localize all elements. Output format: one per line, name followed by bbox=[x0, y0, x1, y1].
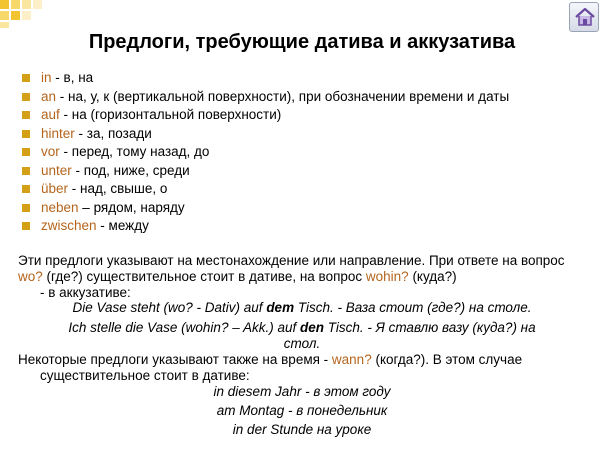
time-example-2: am Montag - в понедельник bbox=[216, 403, 388, 418]
preposition-translation: перед, тому назад, до bbox=[71, 144, 210, 159]
square-bullet-icon bbox=[22, 111, 30, 119]
list-item bbox=[22, 143, 509, 162]
list-item bbox=[22, 162, 509, 181]
separator: - bbox=[51, 70, 64, 85]
square-bullet-icon bbox=[22, 222, 30, 230]
preposition-translation: за, позади bbox=[86, 125, 152, 141]
square-bullet-icon bbox=[22, 74, 30, 82]
separator: – bbox=[78, 199, 94, 215]
square-bullet-icon bbox=[22, 204, 30, 212]
list-item bbox=[22, 106, 509, 125]
separator: - bbox=[68, 181, 81, 196]
time-example-3: in der Stunde на уроке bbox=[232, 422, 372, 437]
wann-question: wann? bbox=[331, 352, 372, 367]
preposition-translation: между bbox=[108, 218, 149, 233]
preposition-word: in bbox=[41, 70, 52, 85]
separator: - bbox=[59, 144, 72, 159]
wo-question: wo? bbox=[18, 269, 43, 284]
preposition-word: zwischen bbox=[41, 218, 97, 233]
preposition-translation: на, у, к (вертикальной поверхности), при обозначении времени и даты bbox=[68, 88, 510, 104]
wohin-question: wohin? bbox=[365, 269, 409, 284]
corner-squares-decoration bbox=[0, 0, 60, 28]
square-bullet-icon bbox=[22, 130, 30, 138]
list-item bbox=[22, 88, 509, 107]
separator: - bbox=[56, 88, 69, 104]
preposition-word: vor bbox=[41, 144, 60, 159]
preposition-translation: над, свыше, о bbox=[80, 181, 168, 196]
square-bullet-icon bbox=[22, 148, 30, 156]
preposition-translation: в, на bbox=[63, 70, 94, 85]
preposition-list bbox=[22, 69, 509, 236]
preposition-word: hinter bbox=[41, 125, 75, 141]
paragraph-time: Некоторые предлоги указывают также на время - wann? (когда?). В этом случае существительное стоит в дативе: bbox=[18, 352, 523, 383]
paragraph-location: Эти предлоги указывают на местонахождение или направление. При ответе на вопрос wo? (где?) существительное стоит в дативе, на вопрос wohin? (куда?) - в аккузативе: bbox=[18, 253, 565, 300]
preposition-word: unter bbox=[41, 162, 72, 178]
preposition-word: über bbox=[41, 181, 69, 196]
separator: - bbox=[96, 218, 109, 233]
separator: - bbox=[71, 162, 84, 178]
example-akkusativ: Ich stelle die Vase (wohin? – Akk.) auf den Tisch. - Я ставлю вазу (куда?) на стол. bbox=[68, 320, 536, 351]
page-title: Предлоги, требующие датива и аккузатива bbox=[88, 31, 516, 53]
preposition-word: neben bbox=[41, 199, 79, 215]
preposition-word: auf bbox=[41, 107, 60, 122]
preposition-translation: рядом, наряду bbox=[93, 199, 185, 215]
list-item bbox=[22, 199, 509, 218]
list-item bbox=[22, 125, 509, 144]
preposition-word: an bbox=[41, 88, 57, 104]
square-bullet-icon bbox=[22, 185, 30, 193]
example-dativ: Die Vase steht (wo? - Dativ) auf dem Tisch. - Ваза стоит (где?) на столе. bbox=[72, 300, 532, 315]
list-item bbox=[22, 180, 509, 199]
square-bullet-icon bbox=[22, 93, 30, 101]
home-button[interactable] bbox=[569, 2, 599, 32]
preposition-translation: под, ниже, среди bbox=[83, 162, 190, 178]
list-item bbox=[22, 69, 509, 88]
time-example-1: in diesem Jahr - в этом году bbox=[213, 384, 391, 399]
list-item bbox=[22, 217, 509, 236]
separator: - bbox=[74, 125, 87, 141]
home-icon bbox=[574, 6, 596, 28]
preposition-translation: на (горизонтальной поверхности) bbox=[71, 107, 282, 122]
square-bullet-icon bbox=[22, 167, 30, 175]
separator: - bbox=[59, 107, 72, 122]
